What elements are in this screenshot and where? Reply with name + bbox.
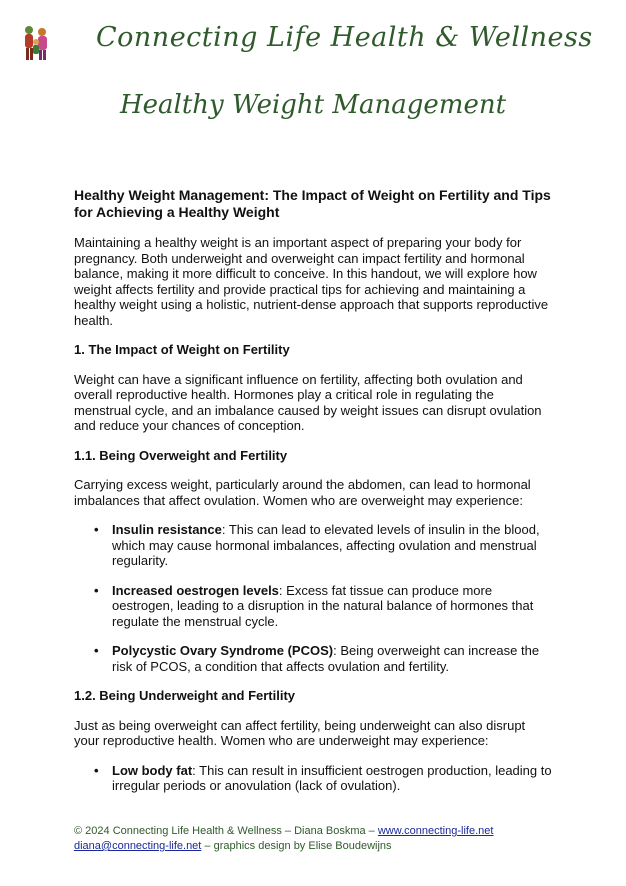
list-item-term: Increased oestrogen levels: [112, 582, 279, 598]
list-item-term: Insulin resistance: [112, 522, 222, 537]
section-paragraph: Weight can have a significant influence on fertility, affecting both ovulation and overall reproductive health. Hormones play a critical role in regulating the menstrual cycle, and an imbalance caused by weight issues can disrupt ovulation and reduce your chances of conception.: [74, 371, 542, 433]
family-figures-logo-icon: [20, 24, 56, 64]
list-item-text: : This can result in insufficient oestrogen production, leading to irregular periods or anovulation (lack of ovulation).: [112, 762, 552, 793]
list-item-text: : Excess fat tissue can produce more oestrogen, leading to a disruption in the natural balance of hormones that regulate the menstrual cycle.: [112, 582, 534, 629]
bullet-list: [74, 763, 554, 794]
page-title: Healthy Weight Management: [119, 90, 507, 120]
article-title: Healthy Weight Management: The Impact of Weight on Fertility and Tips for Achieving a Healthy Weight: [74, 187, 551, 220]
list-item: [112, 763, 554, 794]
copyright-text: © 2024 Connecting Life Health & Wellness – Diana Boskma –: [74, 825, 378, 837]
section-heading: 1.2. Being Underweight and Fertility: [74, 688, 296, 703]
bullet-list: [74, 522, 554, 674]
section-paragraph: Carrying excess weight, particularly around the abdomen, can lead to hormonal imbalances that affect ovulation. Women who are overweight may experience:: [74, 477, 531, 508]
article-body: [74, 187, 554, 808]
list-item-term: Polycystic Ovary Syndrome (PCOS): [112, 643, 334, 658]
list-item-term: Low body fat: [112, 762, 193, 778]
credits-text: – graphics design by Elise Boudewijns: [201, 840, 392, 852]
website-link[interactable]: www.connecting-life.net: [377, 825, 494, 837]
email-link[interactable]: diana@connecting-life.net: [74, 840, 202, 852]
list-item: [112, 643, 554, 674]
list-item: [112, 522, 554, 569]
list-item: [112, 583, 554, 630]
footer-line-1: [74, 824, 594, 839]
page-footer: [74, 824, 594, 854]
section-heading: 1.1. Being Overweight and Fertility: [74, 447, 288, 463]
organization-title: Connecting Life Health & Wellness: [96, 22, 593, 53]
section-paragraph: Just as being overweight can affect fertility, being underweight can also disrupt your reproductive health. Women who are underweight may experience:: [74, 717, 526, 748]
intro-paragraph: Maintaining a healthy weight is an important aspect of preparing your body for pregnancy. Both underweight and overweight can impact fertility and hormonal balance, making it more difficult to conceive. In this handout, we will explore how weight affects fertility and provide practical tips for achieving and maintaining a healthy weight using a holistic, nutrient-dense approach that supports reproductive health.: [74, 235, 549, 328]
section-heading: 1. The Impact of Weight on Fertility: [74, 342, 290, 357]
list-item-text: : Being overweight can increase the risk of PCOS, a condition that affects ovulation and fertility.: [112, 643, 540, 674]
list-item-text: : This can lead to elevated levels of insulin in the blood, which may cause hormonal imbalances, affecting ovulation and menstrual regularity.: [112, 522, 540, 568]
footer-line-2: [74, 839, 594, 854]
page-header: [0, 0, 626, 80]
